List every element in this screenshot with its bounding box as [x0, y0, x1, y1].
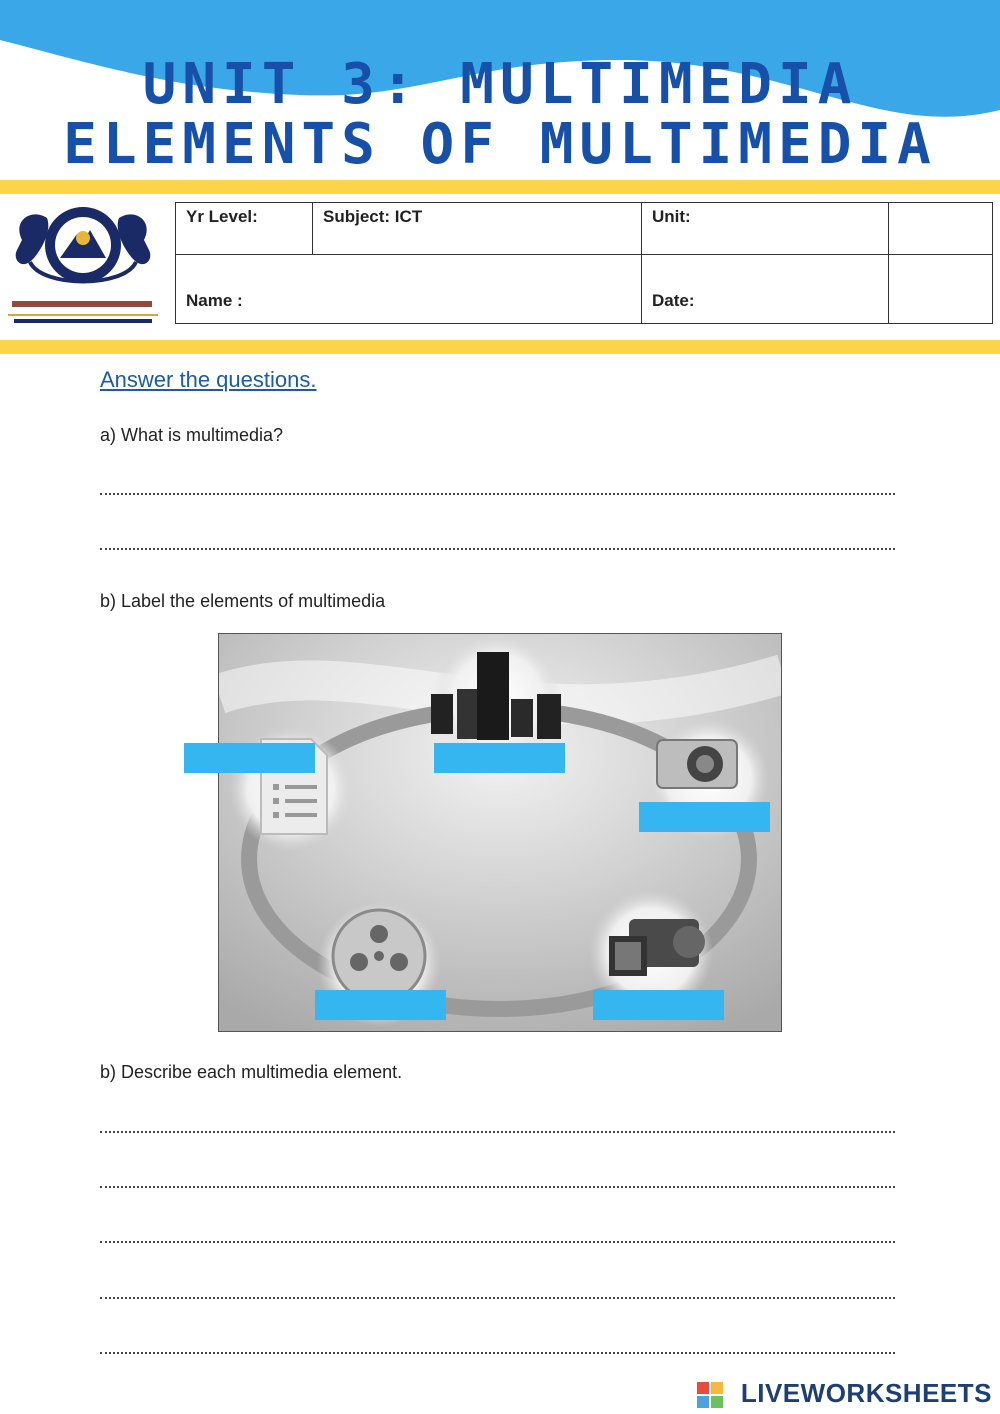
yellow-band-bottom [0, 340, 1000, 354]
subject-cell: Subject: ICT [313, 203, 642, 255]
answer-line[interactable] [100, 1131, 895, 1133]
label-box-video[interactable] [593, 990, 724, 1020]
label-box-text[interactable] [184, 743, 315, 773]
yr-level-cell[interactable]: Yr Level: [176, 203, 313, 255]
date-value-cell[interactable] [889, 255, 993, 324]
figure-illustration [219, 634, 782, 1032]
name-cell[interactable]: Name : [176, 255, 642, 324]
answer-line[interactable] [100, 493, 895, 495]
liveworksheets-brand: LIVEWORKSHEETS [740, 1378, 992, 1408]
multimedia-elements-figure [218, 633, 782, 1032]
page-title-line2: ELEMENTS OF MULTIMEDIA [63, 112, 937, 177]
liveworksheets-logo-icon [697, 1382, 723, 1408]
unit-value-cell[interactable] [889, 203, 993, 255]
question-b-label: b) Label the elements of multimedia [100, 591, 386, 611]
answer-line[interactable] [100, 1241, 895, 1243]
school-logo [2, 200, 164, 328]
label-box-audio[interactable] [434, 743, 565, 773]
unit-cell[interactable]: Unit: [642, 203, 889, 255]
question-a: a) What is multimedia? [100, 425, 284, 445]
yellow-band-top [0, 180, 1000, 194]
student-info-table [175, 202, 993, 324]
label-box-image[interactable] [639, 802, 770, 832]
page-title-line1: UNIT 3: MULTIMEDIA [142, 52, 858, 117]
answer-line[interactable] [100, 1297, 895, 1299]
question-b-describe: b) Describe each multimedia element. [100, 1062, 403, 1082]
label-box-animation[interactable] [315, 990, 446, 1020]
date-cell[interactable]: Date: [642, 255, 889, 324]
instructions-heading: Answer the questions. [100, 367, 317, 392]
answer-line[interactable] [100, 1186, 895, 1188]
answer-line[interactable] [100, 1352, 895, 1354]
answer-line[interactable] [100, 548, 895, 550]
